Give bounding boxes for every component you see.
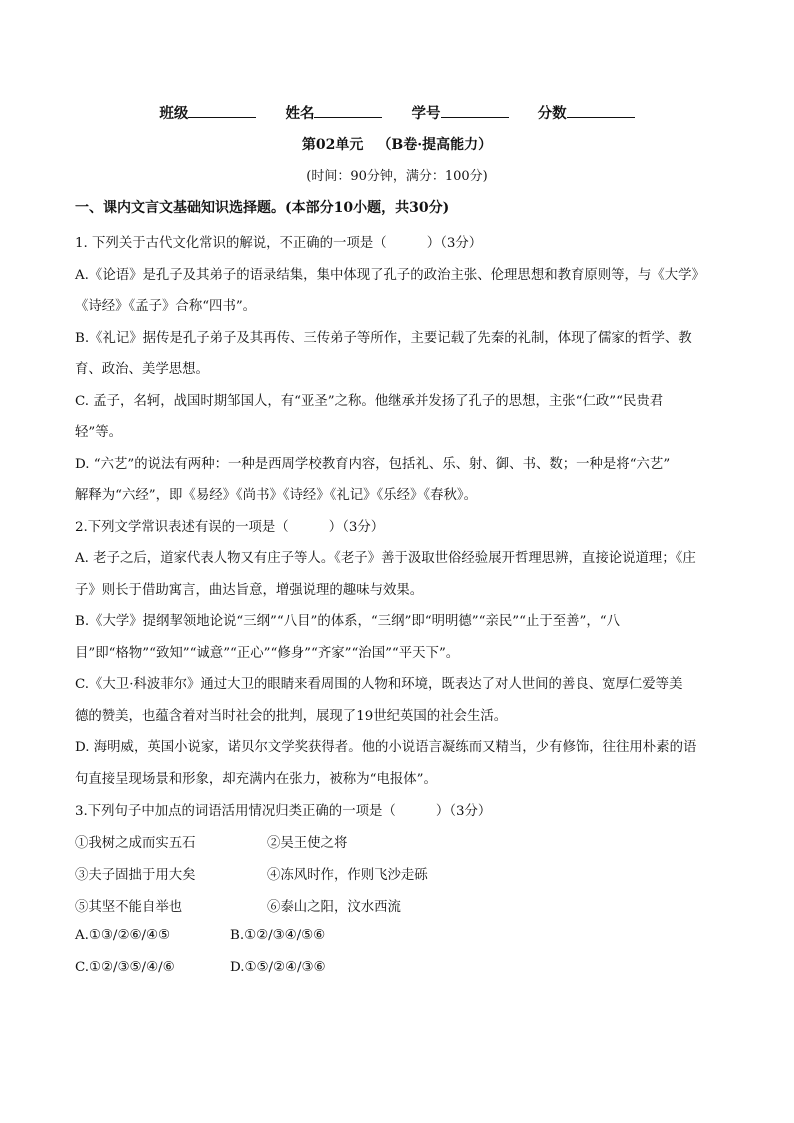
question-2-option-c-cont: 德的赞美，也蕴含着对当时社会的批判，展现了19世纪英国的社会生活。 [75,709,508,724]
class-blank[interactable] [188,103,256,118]
sentence-3: ③夫子固拙于用大矣 [75,868,196,883]
question-1-option-a: A.《论语》是孔子及其弟子的语录结集，集中体现了孔子的政治主张、伦理思想和教育原则等，与《大学》 [75,268,705,283]
sentence-5: ⑤其坚不能自举也 [75,900,183,915]
question-1-option-c: C. 孟子，名轲，战国时期邹国人，有“亚圣”之称。他继承并发扬了孔子的思想，主张“仁政”“民贵君 [75,394,664,409]
student-id-blank[interactable] [441,103,509,118]
student-info-row [0,102,794,123]
question-1-option-c-cont: 轻”等。 [75,425,123,440]
score-blank[interactable] [567,103,635,118]
choice-c[interactable]: C.①②/③⑤/④/⑥ [75,960,175,975]
question-1-option-a-cont: 《诗经》《孟子》合称“四书”。 [75,299,257,314]
question-3-stem: 3.下列句子中加点的词语活用情况归类正确的一项是（ ）（3分） [75,804,492,819]
paper-level: （B卷·提高能力） [377,137,493,153]
time-score-note: (时间：90分钟，满分：100分) [306,169,488,184]
class-field[interactable]: 班级 [159,102,256,123]
section-heading: 一、课内文言文基础知识选择题。(本部分10小题，共30分) [75,200,450,216]
question-2-stem: 2.下列文学常识表述有误的一项是（ ）（3分） [75,520,385,535]
score-field[interactable]: 分数 [538,102,635,123]
sentence-2: ②吴王使之将 [267,836,348,851]
choice-d[interactable]: D.①⑤/②④/③⑥ [230,960,326,975]
student-id-field[interactable]: 学号 [412,102,509,123]
question-1-option-d-cont: 解释为“六经”，即《易经》《尚书》《诗经》《礼记》《乐经》《春秋》。 [75,488,477,503]
choice-b[interactable]: B.①②/③④/⑤⑥ [230,928,326,943]
question-1-option-d: D. “六艺”的说法有两种：一种是西周学校教育内容，包括礼、乐、射、御、书、数；一种是将“六艺” [75,457,671,472]
question-1-option-b: B.《礼记》据传是孔子弟子及其再传、三传弟子等所作，主要记载了先秦的礼制，体现了儒家的哲学、教 [75,331,692,346]
question-2-option-c: C.《大卫·科波菲尔》通过大卫的眼睛来看周围的人物和环境，既表达了对人世间的善良、宽厚仁爱等美 [75,677,683,692]
choice-a[interactable]: A.①③/②⑥/④⑤ [75,928,170,943]
question-2-option-d-cont: 句直接呈现场景和形象，却充满内在张力，被称为“电报体”。 [75,772,437,787]
sentence-4: ④冻风时作，作则飞沙走砾 [267,868,428,883]
question-2-option-a: A. 老子之后，道家代表人物又有庄子等人。《老子》善于汲取世俗经验展开哲理思辨，直接论说道理；《庄 [75,551,696,566]
question-2-option-a-cont: 子》则长于借助寓言，曲达旨意，增强说理的趣味与效果。 [75,583,424,598]
question-1-option-b-cont: 育、政治、美学思想。 [75,362,209,377]
paper-title [0,134,794,154]
name-field[interactable]: 姓名 [285,102,382,123]
name-blank[interactable] [314,103,382,118]
question-2-option-d: D. 海明威，英国小说家，诺贝尔文学奖获得者。他的小说语言凝练而又精当，少有修饰，往往用朴素的语 [75,740,697,755]
question-2-option-b: B.《大学》提纲挈领地论说“三纲”“八目”的体系，“三纲”即“明明德”“亲民”“止于至善”，“八 [75,614,620,629]
sentence-1: ①我树之成而实五石 [75,836,196,851]
unit-title: 第02单元 [301,137,364,153]
question-2-option-b-cont: 目”即“格物”“致知”“诚意”“正心”“修身”“齐家”“治国”“平天下”。 [75,646,460,661]
sentence-6: ⑥泰山之阳，汶水西流 [267,900,401,915]
question-1-stem: 1. 下列关于古代文化常识的解说，不正确的一项是（ ）（3分） [75,236,483,251]
